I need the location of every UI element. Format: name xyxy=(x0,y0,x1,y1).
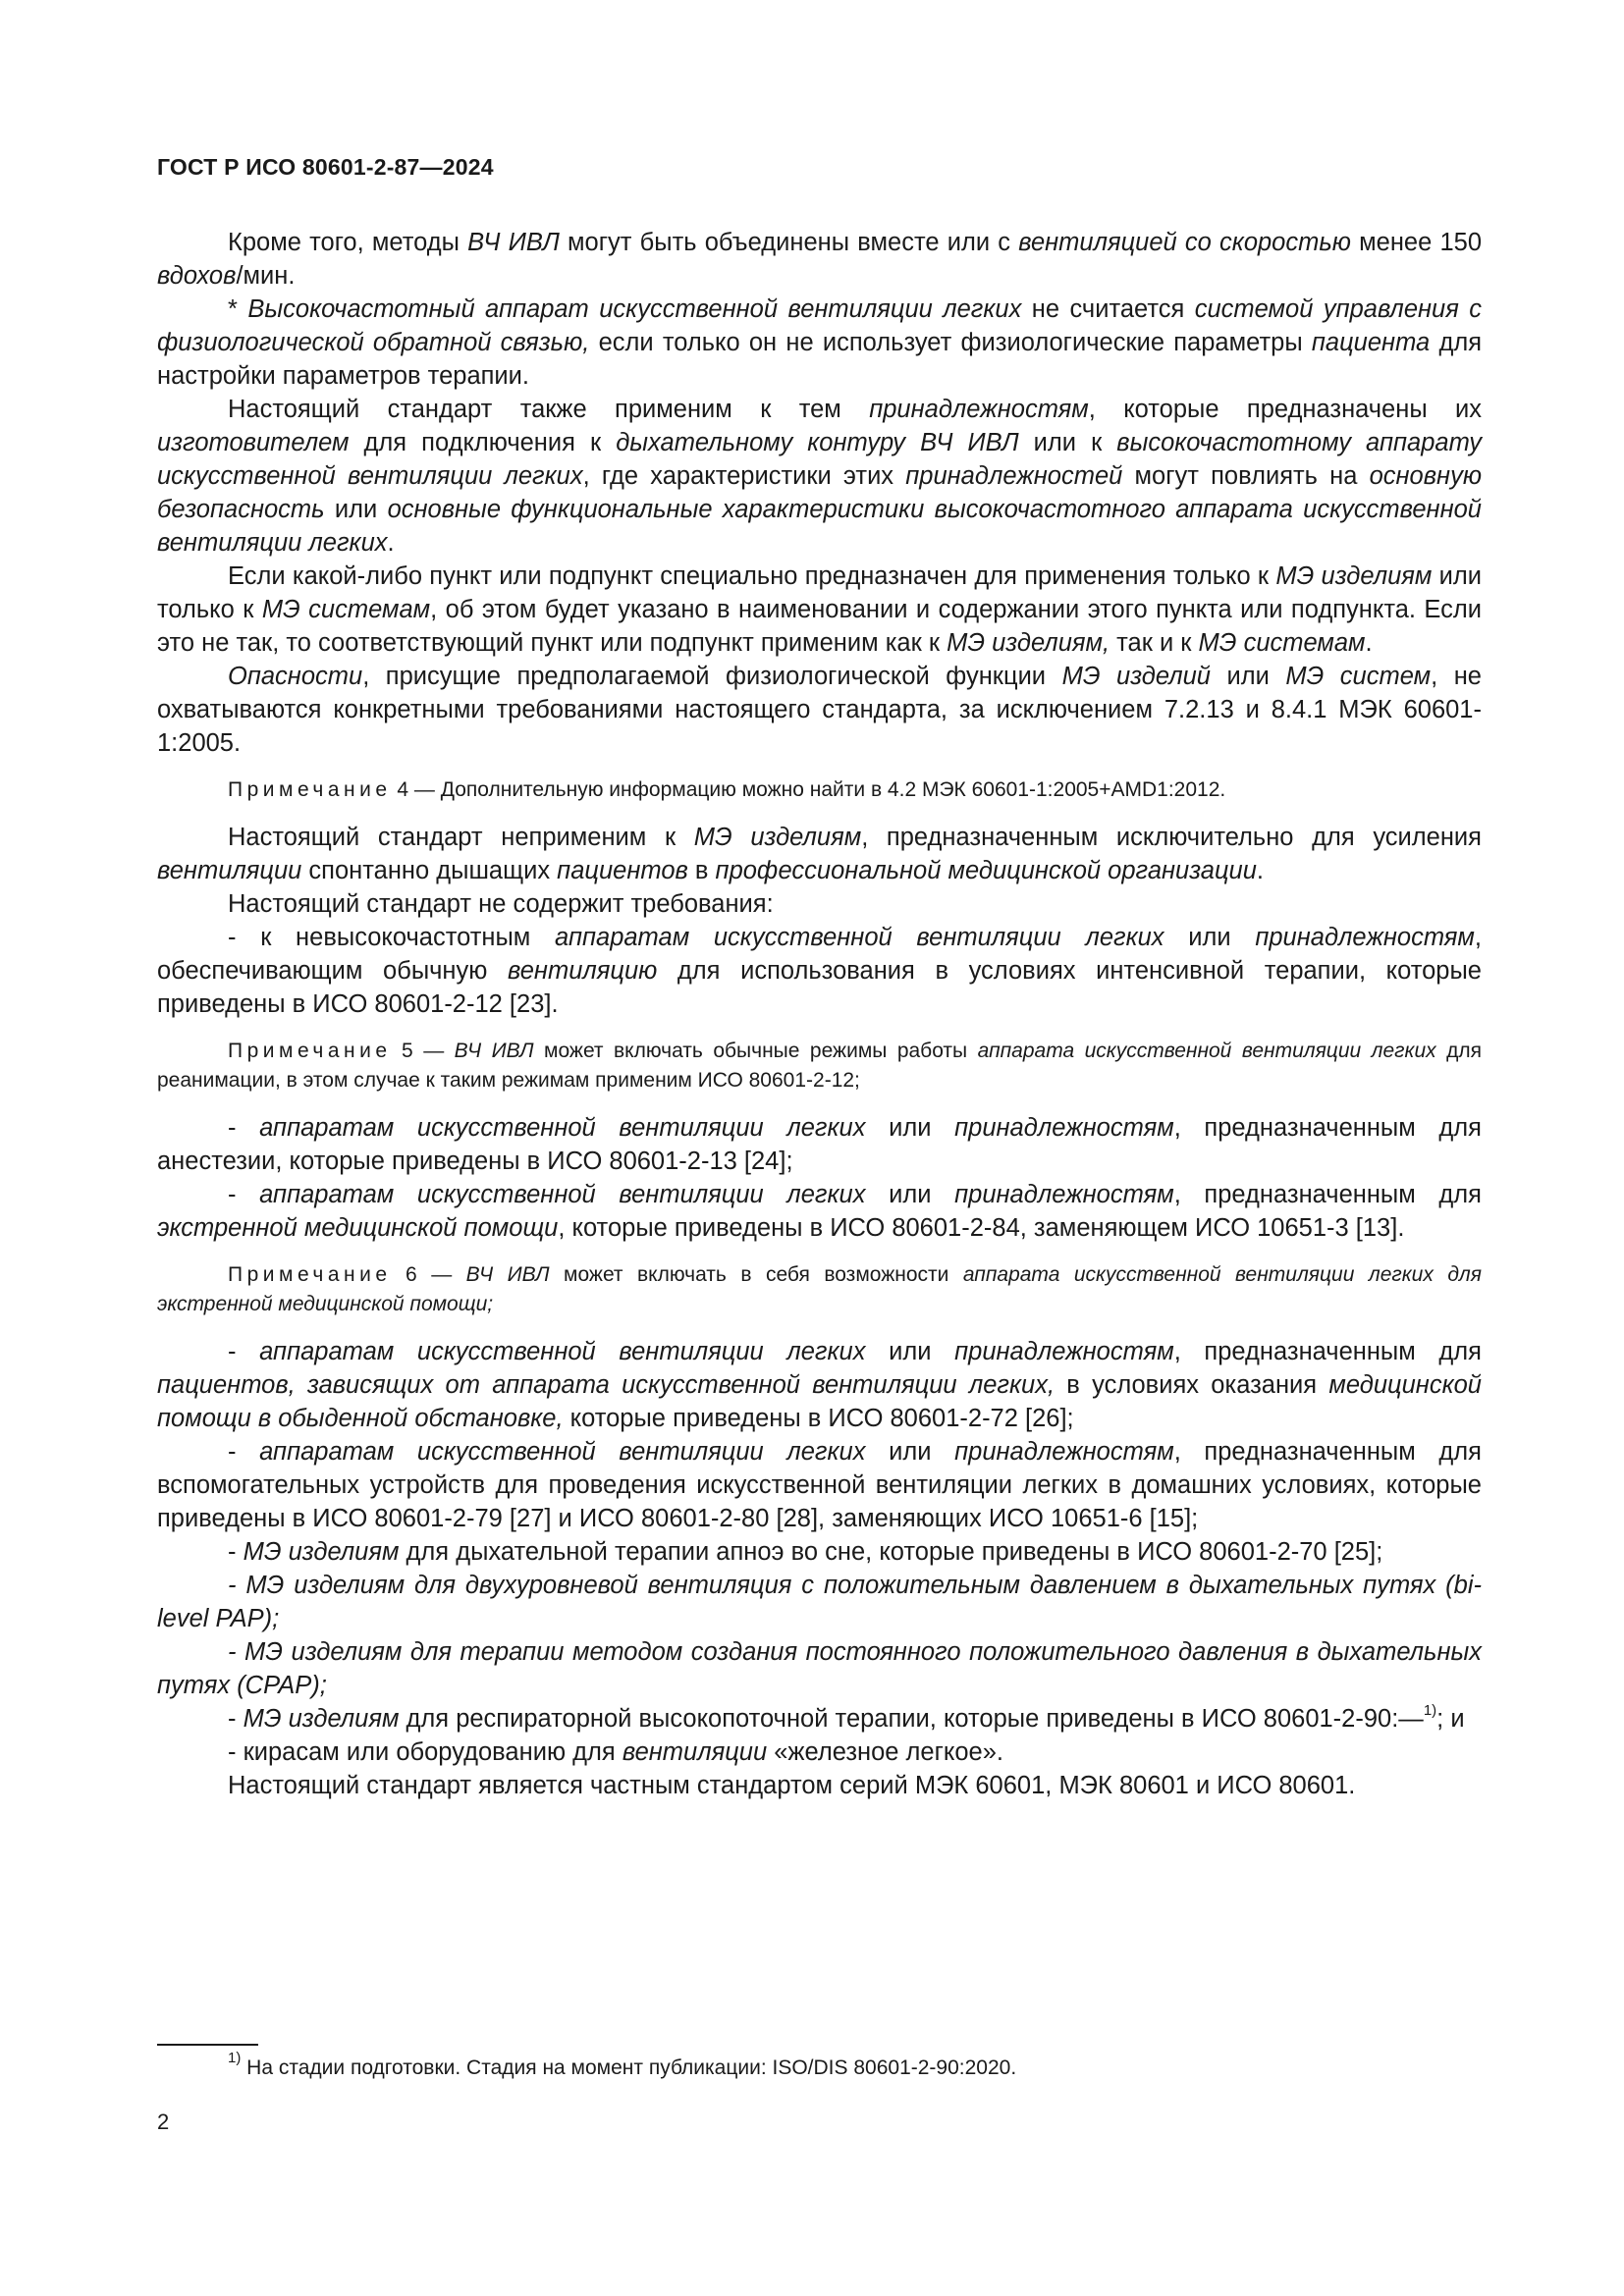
text-run: аппаратам искусственной вентиляции легких xyxy=(259,1114,866,1142)
text-run: - МЭ изделиям для терапии методом создания постоянного положительного давления в дыхательных путях (CPAP); xyxy=(157,1638,1482,1699)
paragraph-4 xyxy=(157,560,1482,660)
text-run: - МЭ изделиям для двухуровневой вентиляция с положительным давлением в дыхательных путях (bi-level PAP); xyxy=(157,1572,1482,1632)
text-run: для реанимации, в этом случае к таким режимам применим ИСО 80601-2-12; xyxy=(157,1040,1482,1092)
text-run: , обеспечивающим обычную xyxy=(157,924,1482,985)
page-number: 2 xyxy=(157,2109,170,2134)
text-run: вентиляцией со скоростью xyxy=(1018,229,1351,256)
text-run: , предназначенным исключительно для усиления xyxy=(861,824,1482,851)
text-run: основные функциональные характеристики высокочастотного аппарата искусственной вентиляции легких xyxy=(157,496,1482,557)
text-run: или xyxy=(865,1338,955,1365)
text-run: для использования в условиях интенсивной терапии, которые приведены в ИСО 80601-2-12 [23]. xyxy=(157,957,1482,1018)
text-run: . xyxy=(387,529,395,557)
text-run: могут повлиять на xyxy=(1122,462,1370,490)
paragraph-6 xyxy=(157,821,1482,887)
text-run: могут быть объединены вместе или с xyxy=(559,229,1019,256)
footnote-separator xyxy=(157,2044,258,2046)
text-run: аппаратам искусственной вентиляции легких xyxy=(259,1438,866,1466)
text-run: системой управления с физиологической обратной связью, xyxy=(157,295,1483,356)
text-run: - xyxy=(228,1181,260,1208)
text-run: менее 150 xyxy=(1350,229,1483,256)
text-run: высокочастотному аппарату искусственной вентиляции легких xyxy=(157,429,1482,490)
text-run: , присущие предполагаемой физиологической функции xyxy=(362,663,1062,690)
text-run: или xyxy=(865,1181,955,1208)
text-run: Примечание xyxy=(228,1263,392,1286)
text-run: МЭ изделий xyxy=(1061,663,1211,690)
text-run: Примечание xyxy=(228,778,392,801)
paragraph-8 xyxy=(157,1769,1482,1802)
text-run: принадлежностей xyxy=(905,462,1123,490)
text-run: МЭ систем xyxy=(1285,663,1432,690)
text-run: дыхательному контуру ВЧ ИВЛ xyxy=(616,429,1019,456)
list-item-9 xyxy=(157,1702,1482,1735)
text-run: для респираторной высокопоточной терапии, которые приведены в ИСО 80601-2-90:— xyxy=(399,1705,1424,1733)
text-run: Кроме того, методы xyxy=(228,229,468,256)
text-run: или xyxy=(865,1114,955,1142)
list-item-1 xyxy=(157,921,1482,1021)
text-run: вдохов xyxy=(157,262,237,290)
text-run: * xyxy=(228,295,248,323)
text-run: МЭ изделиям xyxy=(243,1705,400,1733)
document-header: ГОСТ Р ИСО 80601-2-87—2024 xyxy=(157,154,494,180)
text-run: - xyxy=(228,1114,260,1142)
list-item-5 xyxy=(157,1435,1482,1535)
footnote-ref: 1) xyxy=(1423,1701,1437,1719)
text-run: . xyxy=(1365,629,1373,657)
text-run: которые приведены в ИСО 80601-2-72 [26]; xyxy=(563,1405,1074,1432)
text-run: 4 — Дополнительную информацию можно найти в 4.2 МЭК 60601-1:2005+AMD1:2012. xyxy=(391,778,1226,801)
text-run: вентиляции xyxy=(157,857,302,884)
text-run: принадлежностям xyxy=(1255,924,1475,951)
text-run: Настоящий стандарт неприменим к xyxy=(228,824,694,851)
text-run: может включать обычные режимы работы xyxy=(533,1040,978,1062)
text-run: , предназначенным для анестезии, которые приведены в ИСО 80601-2-13 [24]; xyxy=(157,1114,1482,1175)
text-run: или xyxy=(1164,924,1256,951)
text-run: , предназначенным для вспомогательных устройств для проведения искусственной вентиляции легких в домашних условиях, которые приведены в ИСО 80601-2-79 [27] и ИСО 80601-2-80 [28], заменяющих ИСО 10651-6 [15]; xyxy=(157,1438,1482,1532)
text-run: профессиональной медицинской организации xyxy=(715,857,1257,884)
text-run: пациента xyxy=(1311,329,1431,356)
text-run: ВЧ ИВЛ xyxy=(454,1040,534,1062)
list-item-3 xyxy=(157,1178,1482,1245)
text-run: в xyxy=(687,857,716,884)
text-run: основную безопасность xyxy=(157,462,1482,523)
text-run: вентиляции xyxy=(622,1738,768,1766)
text-run: - кирасам или оборудованию для xyxy=(228,1738,623,1766)
footnote-marker: 1) xyxy=(228,2050,242,2066)
text-run: , предназначенным для xyxy=(1173,1338,1482,1365)
text-run: может включать в себя возможности xyxy=(549,1263,963,1286)
text-run: принадлежностям xyxy=(869,396,1089,423)
text-run: - к невысокочастотным xyxy=(228,924,556,951)
text-run: или к xyxy=(1018,429,1117,456)
text-run: не считается xyxy=(1021,295,1195,323)
text-run: пациентов xyxy=(557,857,688,884)
text-run: изготовителем xyxy=(157,429,350,456)
text-run: МЭ системам xyxy=(261,596,431,623)
text-run: - xyxy=(228,1438,260,1466)
list-item-10 xyxy=(157,1735,1482,1769)
list-item-4 xyxy=(157,1335,1482,1435)
note-6 xyxy=(157,1260,1482,1319)
text-run: ВЧ ИВЛ xyxy=(465,1263,550,1286)
text-run: /мин. xyxy=(236,262,296,290)
text-run: Высокочастотный аппарат искусственной вентиляции легких xyxy=(247,295,1022,323)
text-run: МЭ изделиям xyxy=(243,1538,400,1566)
text-run: , не охватываются конкретными требованиями настоящего стандарта, за исключением 7.2.13 и 8.4.1 МЭК 60601-1:2005. xyxy=(157,663,1482,757)
paragraph-5 xyxy=(157,660,1482,760)
text-run: Настоящий стандарт является частным стандартом серий МЭК 60601, МЭК 80601 и ИСО 80601. xyxy=(228,1772,1356,1799)
footnote-text: На стадии подготовки. Стадия на момент публикации: ISO/DIS 80601-2-90:2020. xyxy=(241,2056,1017,2079)
text-run: принадлежностям xyxy=(954,1181,1174,1208)
text-run: 6 — xyxy=(391,1263,466,1286)
text-run: аппаратам искусственной вентиляции легких xyxy=(259,1181,866,1208)
text-run: . xyxy=(1256,857,1265,884)
text-run: , об этом будет указано в наименовании и содержании этого пункта или подпункта. Если это не так, то соответствующий пункт или подпункт применим как к xyxy=(157,596,1483,657)
list-item-8 xyxy=(157,1635,1482,1702)
text-run: или xyxy=(1210,663,1286,690)
text-run: , которые предназначены их xyxy=(1088,396,1483,423)
text-run: спонтанно дышащих xyxy=(301,857,558,884)
paragraph-3 xyxy=(157,393,1482,560)
text-run: - xyxy=(228,1705,244,1733)
text-run: Настоящий стандарт не содержит требования: xyxy=(228,890,774,918)
list-item-7 xyxy=(157,1569,1482,1635)
text-run: в условиях оказания xyxy=(1055,1371,1329,1399)
text-run: , где характеристики этих xyxy=(582,462,906,490)
text-run: 5 — xyxy=(391,1040,455,1062)
text-run: принадлежностям xyxy=(954,1438,1174,1466)
text-run: принадлежностям xyxy=(954,1338,1174,1365)
text-run: Примечание xyxy=(228,1040,392,1062)
text-run: так и к xyxy=(1110,629,1199,657)
list-item-6 xyxy=(157,1535,1482,1569)
text-run: если только он не использует физиологические параметры xyxy=(589,329,1312,356)
text-run: Опасности xyxy=(228,663,363,690)
paragraph-1 xyxy=(157,226,1482,293)
text-run: МЭ системам xyxy=(1198,629,1366,657)
text-run: для дыхательной терапии апноэ во сне, которые приведены в ИСО 80601-2-70 [25]; xyxy=(399,1538,1383,1566)
footnote xyxy=(228,2050,1017,2082)
text-run: , которые приведены в ИСО 80601-2-84, заменяющем ИСО 10651-3 [13]. xyxy=(558,1214,1405,1242)
text-run: принадлежностям xyxy=(954,1114,1174,1142)
text-run: аппаратам искусственной вентиляции легких xyxy=(259,1338,866,1365)
text-run: аппарата искусственной вентиляции легких для экстренной медицинской помощи; xyxy=(157,1263,1482,1315)
text-run: «железное легкое». xyxy=(767,1738,1003,1766)
paragraph-2 xyxy=(157,293,1482,393)
text-run: , предназначенным для xyxy=(1173,1181,1482,1208)
text-run: аппаратам искусственной вентиляции легких xyxy=(555,924,1164,951)
list-item-2 xyxy=(157,1111,1482,1178)
text-run: ; и xyxy=(1436,1705,1465,1733)
text-run: аппарата искусственной вентиляции легких xyxy=(977,1040,1436,1062)
text-run: или только к xyxy=(157,562,1483,623)
note-5 xyxy=(157,1037,1482,1095)
text-run: вентиляцию xyxy=(508,957,658,985)
text-run: ВЧ ИВЛ xyxy=(467,229,560,256)
text-run: для настройки параметров терапии. xyxy=(157,329,1483,390)
text-run: - xyxy=(228,1338,260,1365)
text-run: для подключения к xyxy=(349,429,617,456)
text-run: - xyxy=(228,1538,244,1566)
text-run: МЭ изделиям xyxy=(1275,562,1433,590)
text-run: пациентов, зависящих от аппарата искусственной вентиляции легких, xyxy=(157,1371,1056,1399)
text-run: Настоящий стандарт также применим к тем xyxy=(228,396,870,423)
text-run: МЭ изделиям xyxy=(693,824,862,851)
document-body xyxy=(157,226,1482,1802)
text-run: МЭ изделиям, xyxy=(947,629,1110,657)
note-4 xyxy=(157,775,1482,805)
text-run: медицинской помощи в обыденной обстановке, xyxy=(157,1371,1482,1432)
text-run: или xyxy=(324,496,388,523)
text-run: или xyxy=(865,1438,955,1466)
text-run: экстренной медицинской помощи xyxy=(157,1214,559,1242)
text-run: Если какой-либо пункт или подпункт специально предназначен для применения только к xyxy=(228,562,1276,590)
paragraph-7 xyxy=(157,887,1482,921)
